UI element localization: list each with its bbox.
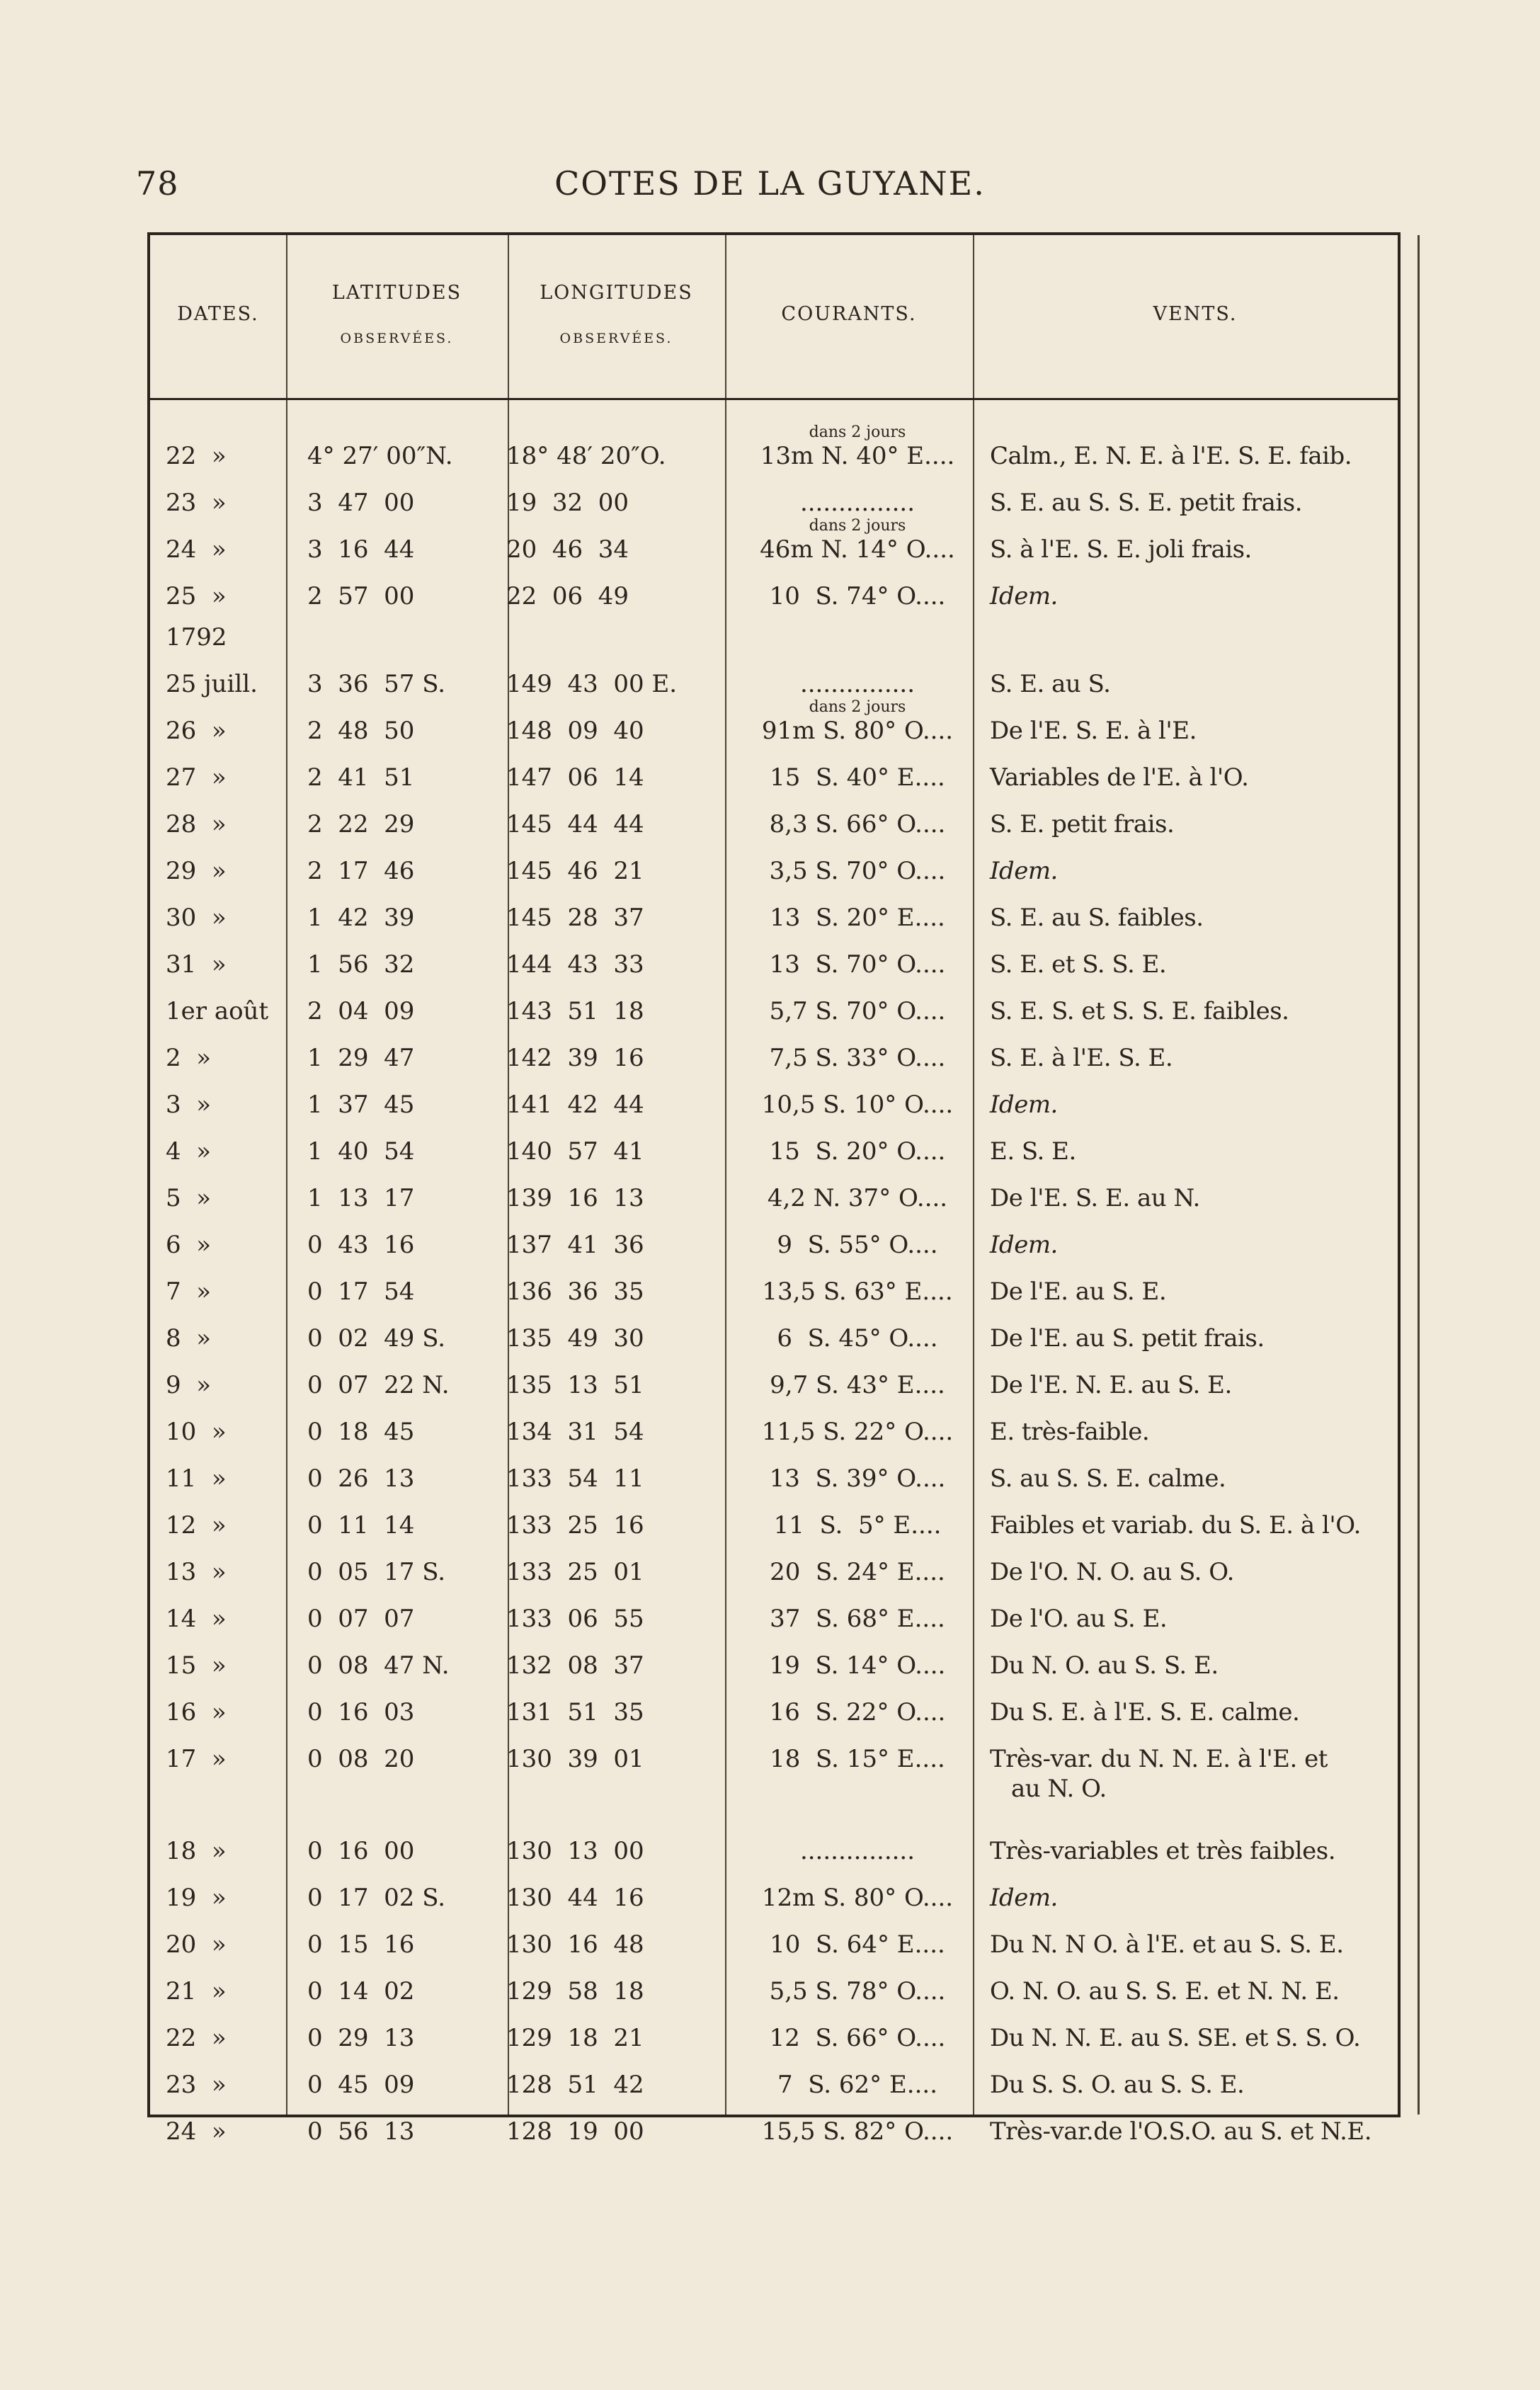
- row-longitude: 144 43 33: [506, 950, 644, 979]
- row-date: 17 »: [166, 1745, 227, 1773]
- row-courant: 13 S. 39° O....: [769, 1464, 946, 1493]
- row-vent: De l'E. N. E. au S. E.: [990, 1371, 1232, 1399]
- row-courant: 16 S. 22° O....: [769, 1698, 946, 1726]
- header-rule: [150, 398, 1398, 400]
- row-vent: S. à l'E. S. E. joli frais.: [990, 535, 1252, 564]
- table-row: [150, 423, 1398, 483]
- row-latitude: 2 22 29: [307, 810, 415, 838]
- table-row: [150, 698, 1398, 758]
- row-vent: S. au S. S. E. calme.: [990, 1464, 1226, 1493]
- table-row: [150, 1418, 1398, 1459]
- row-longitude: 136 36 35: [506, 1277, 644, 1306]
- row-courant: 37 S. 68° E....: [770, 1605, 945, 1633]
- table-row: [150, 857, 1398, 898]
- row-vent: Très-variables et très faibles.: [990, 1837, 1336, 1865]
- row-vent: Idem.: [990, 1231, 1058, 1259]
- table-row: [150, 1745, 1398, 1803]
- row-vent: De l'O. au S. E.: [990, 1605, 1168, 1633]
- row-courant: 13 S. 70° O....: [769, 950, 946, 979]
- row-longitude: 145 46 21: [506, 857, 644, 885]
- row-date: 6 »: [166, 1231, 212, 1259]
- row-date: 22 »: [166, 2024, 227, 2052]
- row-vent: S. E. petit frais.: [990, 810, 1175, 838]
- row-date: 14 »: [166, 1605, 227, 1633]
- row-latitude: 0 08 20: [307, 1745, 415, 1773]
- row-longitude: 18° 48′ 20″O.: [506, 442, 666, 470]
- row-longitude: 133 54 11: [506, 1464, 644, 1493]
- row-date: 24 »: [166, 535, 227, 564]
- row-latitude: 1 42 39: [307, 904, 415, 932]
- table-row: [150, 904, 1398, 945]
- row-courant: ...............: [799, 1837, 916, 1865]
- table-row: [150, 1511, 1398, 1552]
- table-row: [150, 1698, 1398, 1739]
- row-latitude: 2 17 46: [307, 857, 415, 885]
- row-courant: ...............: [799, 489, 916, 517]
- row-longitude: 133 06 55: [506, 1605, 644, 1633]
- row-vent: Du N. O. au S. S. E.: [990, 1651, 1219, 1680]
- row-date: 15 »: [166, 1651, 227, 1680]
- row-vent: Très-var. du N. N. E. à l'E. et: [990, 1745, 1328, 1773]
- row-longitude: 140 57 41: [506, 1137, 644, 1166]
- row-date: 10 »: [166, 1418, 227, 1446]
- table-row: [150, 2117, 1398, 2158]
- row-date: 3 »: [166, 1091, 212, 1119]
- row-courant: 18 S. 15° E....: [770, 1745, 945, 1773]
- row-vent: De l'E. au S. E.: [990, 1277, 1167, 1306]
- row-latitude: 0 15 16: [307, 1930, 415, 1959]
- row-date: 2 »: [166, 1044, 212, 1072]
- row-courant: 10,5 S. 10° O....: [761, 1091, 954, 1119]
- row-vent: Du N. N. E. au S. SE. et S. S. O.: [990, 2024, 1361, 2052]
- row-longitude: 135 13 51: [506, 1371, 644, 1399]
- row-latitude: 2 04 09: [307, 997, 415, 1025]
- row-courant: 10 S. 64° E....: [770, 1930, 945, 1959]
- row-vent: E. très-faible.: [990, 1418, 1150, 1446]
- row-longitude: 143 51 18: [506, 997, 644, 1025]
- row-vent: De l'O. N. O. au S. O.: [990, 1558, 1234, 1586]
- row-date: 5 »: [166, 1184, 212, 1212]
- row-latitude: 0 16 03: [307, 1698, 415, 1726]
- row-latitude: 0 07 07: [307, 1605, 415, 1633]
- row-date: 19 »: [166, 1884, 227, 1912]
- row-longitude: 139 16 13: [506, 1184, 644, 1212]
- row-vent: S. E. au S.: [990, 670, 1111, 698]
- row-date: 4 »: [166, 1137, 212, 1166]
- row-date: 27 »: [166, 763, 227, 792]
- row-courant: 5,7 S. 70° O....: [769, 997, 946, 1025]
- table-row: [150, 2071, 1398, 2112]
- row-latitude: 1 37 45: [307, 1091, 415, 1119]
- row-longitude: 148 09 40: [506, 717, 644, 745]
- row-latitude: 1 40 54: [307, 1137, 415, 1166]
- row-courant: 10 S. 74° O....: [769, 582, 946, 610]
- row-latitude: 0 08 47 N.: [307, 1651, 450, 1680]
- row-date: 25 juill.: [166, 670, 258, 698]
- row-date: 25 »: [166, 582, 227, 610]
- row-date: 26 »: [166, 717, 227, 745]
- table-row: [150, 582, 1398, 623]
- header-vents: VENTS.: [1153, 303, 1238, 325]
- row-courant: 9 S. 55° O....: [777, 1231, 938, 1259]
- row-date: 31 »: [166, 950, 227, 979]
- row-vent: De l'E. S. E. à l'E.: [990, 717, 1197, 745]
- column-divider: [1418, 235, 1420, 2115]
- row-courant: 20 S. 24° E....: [770, 1558, 945, 1586]
- row-vent: S. E. au S. S. E. petit frais.: [990, 489, 1303, 517]
- table-row: [150, 1464, 1398, 1506]
- row-vent: Faibles et variab. du S. E. à l'O.: [990, 1511, 1361, 1540]
- row-longitude: 130 44 16: [506, 1884, 644, 1912]
- row-longitude: 130 16 48: [506, 1930, 644, 1959]
- row-date: 12 »: [166, 1511, 227, 1540]
- table-row: [150, 1837, 1398, 1878]
- table-row: [150, 1371, 1398, 1412]
- table-row: [150, 2024, 1398, 2065]
- row-longitude: 132 08 37: [506, 1651, 644, 1680]
- table-row: [150, 1977, 1398, 2018]
- table-row: [150, 1651, 1398, 1692]
- row-date: 11 »: [166, 1464, 227, 1493]
- running-title: COTES DE LA GUYANE.: [554, 164, 986, 203]
- table-row: [150, 623, 1398, 664]
- row-courant: 11,5 S. 22° O....: [761, 1418, 954, 1446]
- header-longitudes: LONGITUDES OBSERVÉES.: [540, 282, 693, 346]
- row-date: 13 »: [166, 1558, 227, 1586]
- row-latitude: 0 11 14: [307, 1511, 415, 1540]
- row-courant: 8,3 S. 66° O....: [769, 810, 946, 838]
- row-latitude: 0 02 49 S.: [307, 1324, 446, 1353]
- row-longitude: 131 51 35: [506, 1698, 644, 1726]
- row-longitude: 128 19 00: [506, 2117, 644, 2146]
- row-longitude: 20 46 34: [506, 535, 629, 564]
- table-row: [150, 950, 1398, 991]
- row-date: 24 »: [166, 2117, 227, 2146]
- row-latitude: 1 29 47: [307, 1044, 415, 1072]
- table-row: [150, 1277, 1398, 1319]
- row-latitude: 0 56 13: [307, 2117, 415, 2146]
- row-date: 1er août: [166, 997, 269, 1025]
- row-vent: Idem.: [990, 582, 1058, 610]
- row-longitude: 129 18 21: [506, 2024, 644, 2052]
- row-vent: E. S. E.: [990, 1137, 1076, 1166]
- table-row: [150, 1044, 1398, 1085]
- table-row: [150, 1184, 1398, 1225]
- row-longitude: 145 28 37: [506, 904, 644, 932]
- table-row: [150, 1091, 1398, 1132]
- row-courant: 7 S. 62° E....: [777, 2071, 938, 2099]
- page-header: [0, 164, 1540, 214]
- row-latitude: 0 45 09: [307, 2071, 415, 2099]
- row-courant: 12 S. 66° O....: [769, 2024, 946, 2052]
- table-row: [150, 997, 1398, 1038]
- row-latitude: 0 17 54: [307, 1277, 415, 1306]
- table-row: [150, 1137, 1398, 1178]
- row-vent: Variables de l'E. à l'O.: [990, 763, 1249, 792]
- row-vent: Idem.: [990, 857, 1058, 885]
- row-vent: Du S. E. à l'E. S. E. calme.: [990, 1698, 1300, 1726]
- row-vent: O. N. O. au S. S. E. et N. N. E.: [990, 1977, 1340, 2005]
- row-date: 29 »: [166, 857, 227, 885]
- row-longitude: 137 41 36: [506, 1231, 644, 1259]
- table-row: [150, 810, 1398, 851]
- table-row: [150, 763, 1398, 804]
- page-number: 78: [136, 164, 179, 203]
- row-latitude: 1 56 32: [307, 950, 415, 979]
- row-courant: 12m S. 80° O....: [761, 1884, 954, 1912]
- row-date: 28 »: [166, 810, 227, 838]
- row-date: 1792: [166, 623, 227, 651]
- row-latitude: 0 05 17 S.: [307, 1558, 446, 1586]
- row-vent-continued: au N. O.: [1011, 1775, 1107, 1803]
- row-date: 30 »: [166, 904, 227, 932]
- row-courant-note: dans 2 jours: [809, 517, 906, 535]
- row-courant: 15,5 S. 82° O....: [761, 2117, 954, 2146]
- row-longitude: 22 06 49: [506, 582, 629, 610]
- row-latitude: 2 57 00: [307, 582, 415, 610]
- row-vent: De l'E. au S. petit frais.: [990, 1324, 1265, 1353]
- row-latitude: 1 13 17: [307, 1184, 415, 1212]
- table-row: [150, 517, 1398, 576]
- row-date: 16 »: [166, 1698, 227, 1726]
- row-courant-note: dans 2 jours: [809, 698, 906, 716]
- row-longitude: 19 32 00: [506, 489, 629, 517]
- row-longitude: 149 43 00 E.: [506, 670, 678, 698]
- row-longitude: 142 39 16: [506, 1044, 644, 1072]
- table-row: [150, 1930, 1398, 1971]
- row-longitude: 135 49 30: [506, 1324, 644, 1353]
- header-latitudes: LATITUDES OBSERVÉES.: [331, 282, 462, 346]
- row-latitude: 4° 27′ 00″N.: [307, 442, 453, 470]
- row-latitude: 3 47 00: [307, 489, 415, 517]
- row-courant: ...............: [799, 670, 916, 698]
- row-vent: De l'E. S. E. au N.: [990, 1184, 1200, 1212]
- row-longitude: 130 13 00: [506, 1837, 644, 1865]
- row-longitude: 134 31 54: [506, 1418, 644, 1446]
- row-date: 9 »: [166, 1371, 212, 1399]
- row-courant: 19 S. 14° O....: [769, 1651, 946, 1680]
- row-latitude: 0 29 13: [307, 2024, 415, 2052]
- row-longitude: 128 51 42: [506, 2071, 644, 2099]
- row-courant: 13,5 S. 63° E....: [762, 1277, 953, 1306]
- row-courant: 9,7 S. 43° E....: [770, 1371, 945, 1399]
- row-vent: S. E. au S. faibles.: [990, 904, 1204, 932]
- row-latitude: 2 48 50: [307, 717, 415, 745]
- table-row: [150, 1884, 1398, 1925]
- row-courant-note: dans 2 jours: [809, 423, 906, 441]
- row-courant: 15 S. 40° E....: [770, 763, 945, 792]
- row-longitude: 141 42 44: [506, 1091, 644, 1119]
- row-latitude: 3 36 57 S.: [307, 670, 446, 698]
- row-vent: Très-var.de l'O.S.O. au S. et N.E.: [990, 2117, 1372, 2146]
- row-longitude: 133 25 01: [506, 1558, 644, 1586]
- row-date: 20 »: [166, 1930, 227, 1959]
- row-latitude: 2 41 51: [307, 763, 415, 792]
- header-courants: COURANTS.: [781, 303, 917, 325]
- table-row: [150, 1231, 1398, 1272]
- row-vent: Du N. N O. à l'E. et au S. S. E.: [990, 1930, 1344, 1959]
- row-longitude: 147 06 14: [506, 763, 644, 792]
- row-courant: 7,5 S. 33° O....: [769, 1044, 946, 1072]
- row-latitude: 0 16 00: [307, 1837, 415, 1865]
- row-courant: 4,2 N. 37° O....: [767, 1184, 948, 1212]
- row-longitude: 129 58 18: [506, 1977, 644, 2005]
- row-longitude: 130 39 01: [506, 1745, 644, 1773]
- row-vent: Du S. S. O. au S. S. E.: [990, 2071, 1245, 2099]
- row-vent: S. E. à l'E. S. E.: [990, 1044, 1173, 1072]
- row-courant: 5,5 S. 78° O....: [769, 1977, 946, 2005]
- row-date: 23 »: [166, 489, 227, 517]
- row-latitude: 3 16 44: [307, 535, 415, 564]
- row-courant: 6 S. 45° O....: [777, 1324, 938, 1353]
- row-longitude: 133 25 16: [506, 1511, 644, 1540]
- row-latitude: 0 17 02 S.: [307, 1884, 446, 1912]
- row-longitude: 145 44 44: [506, 810, 644, 838]
- row-latitude: 0 14 02: [307, 1977, 415, 2005]
- row-courant: 13m N. 40° E....: [760, 442, 955, 470]
- row-latitude: 0 26 13: [307, 1464, 415, 1493]
- row-vent: S. E. et S. S. E.: [990, 950, 1167, 979]
- row-date: 23 »: [166, 2071, 227, 2099]
- row-latitude: 0 07 22 N.: [307, 1371, 450, 1399]
- table-row: [150, 1605, 1398, 1646]
- row-vent: Idem.: [990, 1884, 1058, 1912]
- data-table: [147, 232, 1401, 2146]
- header-dates: DATES.: [177, 303, 259, 325]
- row-courant: 3,5 S. 70° O....: [769, 857, 946, 885]
- row-date: 7 »: [166, 1277, 212, 1306]
- row-date: 18 »: [166, 1837, 227, 1865]
- table-row: [150, 1558, 1398, 1599]
- row-date: 8 »: [166, 1324, 212, 1353]
- row-latitude: 0 43 16: [307, 1231, 415, 1259]
- row-date: 21 »: [166, 1977, 227, 2005]
- row-vent: Calm., E. N. E. à l'E. S. E. faib.: [990, 442, 1352, 470]
- row-latitude: 0 18 45: [307, 1418, 415, 1446]
- row-courant: 15 S. 20° O....: [769, 1137, 946, 1166]
- row-vent: S. E. S. et S. S. E. faibles.: [990, 997, 1289, 1025]
- row-vent: Idem.: [990, 1091, 1058, 1119]
- row-courant: 91m S. 80° O....: [761, 717, 954, 745]
- row-date: 22 »: [166, 442, 227, 470]
- row-courant: 11 S. 5° E....: [773, 1511, 942, 1540]
- row-courant: 13 S. 20° E....: [770, 904, 945, 932]
- row-courant: 46m N. 14° O....: [760, 535, 955, 564]
- table-row: [150, 1324, 1398, 1365]
